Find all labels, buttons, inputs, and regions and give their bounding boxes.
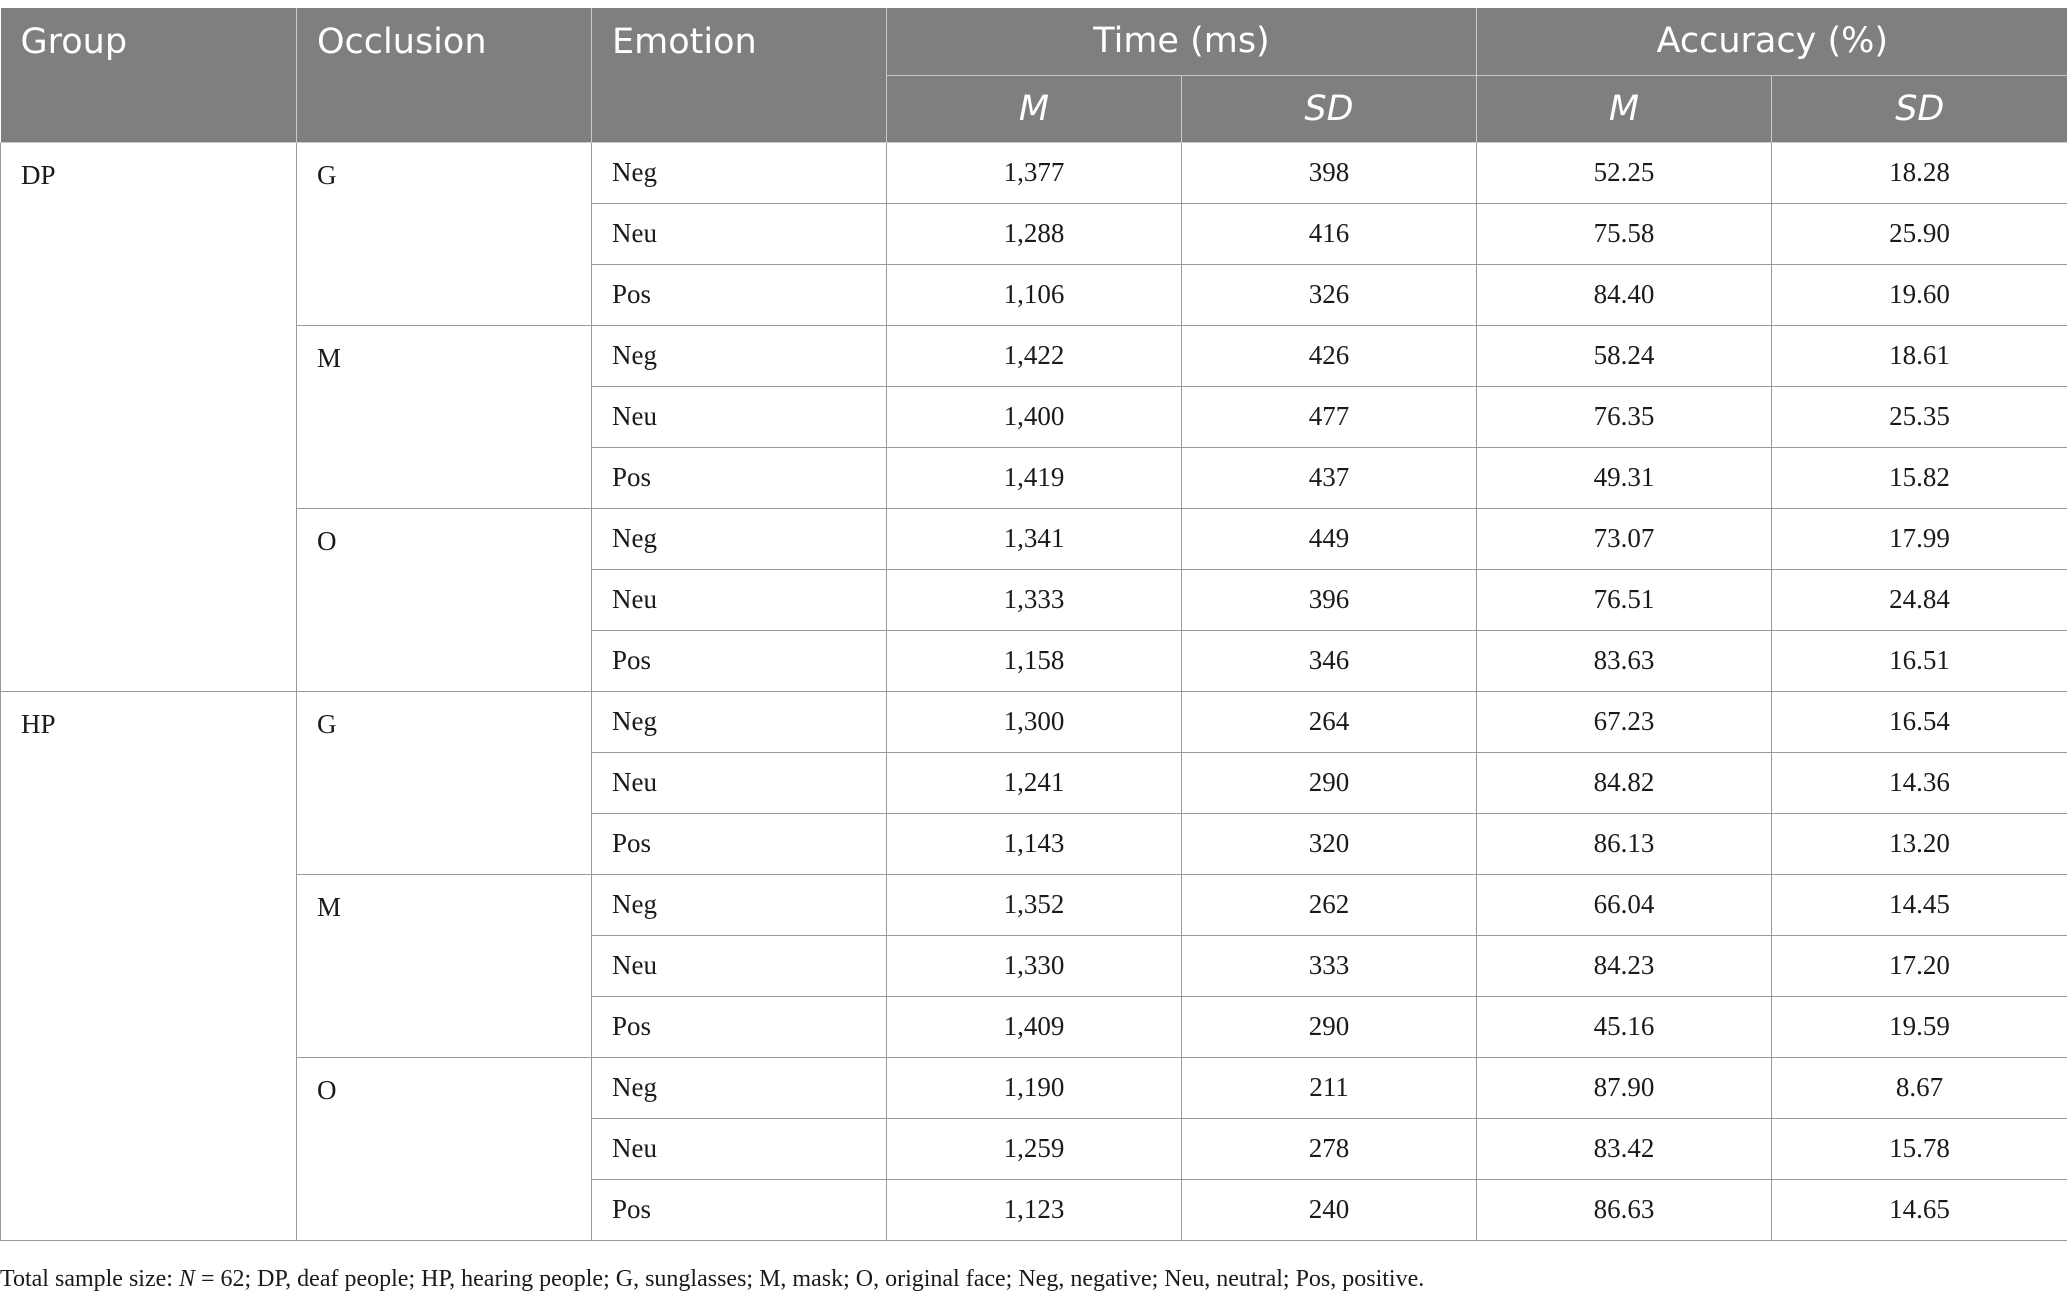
footnote-n-symbol: N bbox=[178, 1266, 195, 1292]
header-row-top bbox=[1, 8, 2067, 75]
accuracy-mean-cell: 83.63 bbox=[1477, 630, 1772, 691]
accuracy-mean-cell: 76.51 bbox=[1477, 569, 1772, 630]
table-body bbox=[1, 142, 2067, 1240]
results-table bbox=[0, 8, 2067, 1241]
accuracy-sd-cell: 16.54 bbox=[1772, 691, 2067, 752]
time-sd-cell: 290 bbox=[1182, 752, 1477, 813]
emotion-cell: Pos bbox=[592, 447, 887, 508]
time-sd-cell: 290 bbox=[1182, 996, 1477, 1057]
accuracy-sd-cell: 19.60 bbox=[1772, 264, 2067, 325]
accuracy-mean-cell: 45.16 bbox=[1477, 996, 1772, 1057]
emotion-cell: Neg bbox=[592, 508, 887, 569]
accuracy-sd-cell: 15.78 bbox=[1772, 1118, 2067, 1179]
table-footnote bbox=[0, 1266, 1424, 1293]
time-sd-cell: 320 bbox=[1182, 813, 1477, 874]
time-sd-cell: 240 bbox=[1182, 1179, 1477, 1240]
header-group: Group bbox=[1, 8, 297, 142]
accuracy-sd-cell: 17.20 bbox=[1772, 935, 2067, 996]
accuracy-mean-cell: 86.13 bbox=[1477, 813, 1772, 874]
time-sd-cell: 477 bbox=[1182, 386, 1477, 447]
emotion-cell: Pos bbox=[592, 630, 887, 691]
time-mean-cell: 1,241 bbox=[887, 752, 1182, 813]
time-mean-cell: 1,330 bbox=[887, 935, 1182, 996]
table-row bbox=[1, 325, 2067, 386]
time-mean-cell: 1,400 bbox=[887, 386, 1182, 447]
accuracy-sd-cell: 17.99 bbox=[1772, 508, 2067, 569]
occlusion-cell: G bbox=[297, 142, 592, 325]
table-row bbox=[1, 142, 2067, 203]
occlusion-cell: M bbox=[297, 325, 592, 508]
footnote-text: = 62; DP, deaf people; HP, hearing people; G, sunglasses; M, mask; O, original face; Neg, negative; Neu, neutral; Pos, positive. bbox=[194, 1266, 1425, 1292]
emotion-cell: Neg bbox=[592, 325, 887, 386]
accuracy-mean-cell: 58.24 bbox=[1477, 325, 1772, 386]
footnote-prefix: Total sample size: bbox=[0, 1266, 179, 1292]
accuracy-mean-cell: 67.23 bbox=[1477, 691, 1772, 752]
accuracy-sd-cell: 19.59 bbox=[1772, 996, 2067, 1057]
occlusion-cell: O bbox=[297, 1057, 592, 1240]
emotion-cell: Pos bbox=[592, 264, 887, 325]
emotion-cell: Neu bbox=[592, 752, 887, 813]
table-row bbox=[1, 1057, 2067, 1118]
emotion-cell: Neg bbox=[592, 142, 887, 203]
header-time: Time (ms) bbox=[887, 8, 1477, 75]
emotion-cell: Neg bbox=[592, 1057, 887, 1118]
time-mean-cell: 1,158 bbox=[887, 630, 1182, 691]
accuracy-sd-cell: 18.28 bbox=[1772, 142, 2067, 203]
time-mean-cell: 1,341 bbox=[887, 508, 1182, 569]
header-time-m: M bbox=[887, 75, 1182, 142]
time-sd-cell: 333 bbox=[1182, 935, 1477, 996]
accuracy-mean-cell: 84.40 bbox=[1477, 264, 1772, 325]
time-mean-cell: 1,143 bbox=[887, 813, 1182, 874]
accuracy-sd-cell: 24.84 bbox=[1772, 569, 2067, 630]
time-sd-cell: 278 bbox=[1182, 1118, 1477, 1179]
header-accuracy-sd: SD bbox=[1772, 75, 2067, 142]
time-sd-cell: 398 bbox=[1182, 142, 1477, 203]
time-sd-cell: 416 bbox=[1182, 203, 1477, 264]
accuracy-sd-cell: 14.45 bbox=[1772, 874, 2067, 935]
occlusion-cell: O bbox=[297, 508, 592, 691]
time-sd-cell: 262 bbox=[1182, 874, 1477, 935]
group-cell: DP bbox=[1, 142, 297, 691]
time-sd-cell: 326 bbox=[1182, 264, 1477, 325]
occlusion-cell: G bbox=[297, 691, 592, 874]
accuracy-sd-cell: 8.67 bbox=[1772, 1057, 2067, 1118]
table-row bbox=[1, 508, 2067, 569]
accuracy-sd-cell: 14.65 bbox=[1772, 1179, 2067, 1240]
accuracy-mean-cell: 52.25 bbox=[1477, 142, 1772, 203]
header-accuracy: Accuracy (%) bbox=[1477, 8, 2067, 75]
time-mean-cell: 1,419 bbox=[887, 447, 1182, 508]
accuracy-mean-cell: 49.31 bbox=[1477, 447, 1772, 508]
accuracy-mean-cell: 87.90 bbox=[1477, 1057, 1772, 1118]
accuracy-sd-cell: 25.35 bbox=[1772, 386, 2067, 447]
time-sd-cell: 437 bbox=[1182, 447, 1477, 508]
emotion-cell: Neu bbox=[592, 386, 887, 447]
accuracy-mean-cell: 84.82 bbox=[1477, 752, 1772, 813]
time-mean-cell: 1,259 bbox=[887, 1118, 1182, 1179]
time-mean-cell: 1,422 bbox=[887, 325, 1182, 386]
header-occlusion: Occlusion bbox=[297, 8, 592, 142]
accuracy-mean-cell: 76.35 bbox=[1477, 386, 1772, 447]
accuracy-mean-cell: 75.58 bbox=[1477, 203, 1772, 264]
time-mean-cell: 1,333 bbox=[887, 569, 1182, 630]
emotion-cell: Neg bbox=[592, 691, 887, 752]
time-mean-cell: 1,190 bbox=[887, 1057, 1182, 1118]
emotion-cell: Pos bbox=[592, 1179, 887, 1240]
accuracy-mean-cell: 73.07 bbox=[1477, 508, 1772, 569]
time-mean-cell: 1,300 bbox=[887, 691, 1182, 752]
time-mean-cell: 1,288 bbox=[887, 203, 1182, 264]
emotion-cell: Neu bbox=[592, 1118, 887, 1179]
header-time-sd: SD bbox=[1182, 75, 1477, 142]
time-sd-cell: 346 bbox=[1182, 630, 1477, 691]
accuracy-mean-cell: 86.63 bbox=[1477, 1179, 1772, 1240]
accuracy-sd-cell: 18.61 bbox=[1772, 325, 2067, 386]
accuracy-mean-cell: 83.42 bbox=[1477, 1118, 1772, 1179]
accuracy-sd-cell: 14.36 bbox=[1772, 752, 2067, 813]
results-table-container bbox=[0, 8, 2067, 1241]
time-sd-cell: 211 bbox=[1182, 1057, 1477, 1118]
table-row bbox=[1, 691, 2067, 752]
accuracy-sd-cell: 13.20 bbox=[1772, 813, 2067, 874]
table-row bbox=[1, 874, 2067, 935]
accuracy-sd-cell: 25.90 bbox=[1772, 203, 2067, 264]
emotion-cell: Neu bbox=[592, 203, 887, 264]
time-mean-cell: 1,352 bbox=[887, 874, 1182, 935]
occlusion-cell: M bbox=[297, 874, 592, 1057]
time-mean-cell: 1,377 bbox=[887, 142, 1182, 203]
group-cell: HP bbox=[1, 691, 297, 1240]
accuracy-sd-cell: 16.51 bbox=[1772, 630, 2067, 691]
time-sd-cell: 264 bbox=[1182, 691, 1477, 752]
accuracy-mean-cell: 84.23 bbox=[1477, 935, 1772, 996]
time-mean-cell: 1,106 bbox=[887, 264, 1182, 325]
emotion-cell: Pos bbox=[592, 813, 887, 874]
emotion-cell: Neu bbox=[592, 935, 887, 996]
time-sd-cell: 396 bbox=[1182, 569, 1477, 630]
accuracy-sd-cell: 15.82 bbox=[1772, 447, 2067, 508]
time-mean-cell: 1,123 bbox=[887, 1179, 1182, 1240]
table-header bbox=[1, 8, 2067, 142]
time-mean-cell: 1,409 bbox=[887, 996, 1182, 1057]
header-accuracy-m: M bbox=[1477, 75, 1772, 142]
accuracy-mean-cell: 66.04 bbox=[1477, 874, 1772, 935]
time-sd-cell: 426 bbox=[1182, 325, 1477, 386]
time-sd-cell: 449 bbox=[1182, 508, 1477, 569]
emotion-cell: Neu bbox=[592, 569, 887, 630]
header-emotion: Emotion bbox=[592, 8, 887, 142]
emotion-cell: Neg bbox=[592, 874, 887, 935]
emotion-cell: Pos bbox=[592, 996, 887, 1057]
